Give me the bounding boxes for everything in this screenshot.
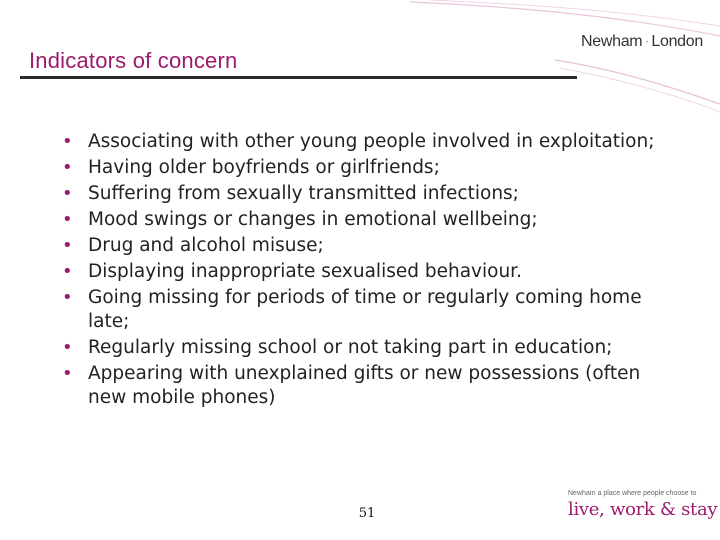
- list-item-text: Appearing with unexplained gifts or new possessions (often new mobile phones): [88, 363, 641, 408]
- bullet-icon: •: [62, 287, 73, 308]
- bullet-icon: •: [62, 131, 73, 152]
- logo-text-london: London: [651, 33, 703, 50]
- bullet-icon: •: [62, 363, 73, 384]
- list-item: [62, 234, 662, 258]
- bullet-icon: •: [62, 183, 73, 204]
- indicator-list: [62, 130, 662, 412]
- list-item-text: Going missing for periods of time or regularly coming home late;: [88, 287, 642, 332]
- title-underline: [20, 76, 577, 79]
- list-item-text: Regularly missing school or not taking part in education;: [88, 337, 613, 358]
- bullet-icon: •: [62, 235, 73, 256]
- list-item: [62, 260, 662, 284]
- list-item: [62, 130, 662, 154]
- list-item-text: Having older boyfriends or girlfriends;: [88, 157, 440, 178]
- bullet-icon: •: [62, 157, 73, 178]
- page-number: 51: [358, 506, 376, 521]
- slide-title: Indicators of concern: [29, 48, 238, 73]
- list-item: [62, 362, 662, 410]
- list-item: [62, 336, 662, 360]
- footer-tagline-logo: live, work & stay: [568, 499, 718, 520]
- list-item-text: Displaying inappropriate sexualised behaviour.: [88, 261, 522, 282]
- newham-london-logo: [581, 33, 703, 51]
- list-item-text: Associating with other young people involved in exploitation;: [88, 131, 655, 152]
- list-item: [62, 182, 662, 206]
- list-item: [62, 208, 662, 232]
- footer-tagline-small: Newham a place where people choose to: [568, 490, 697, 497]
- list-item-text: Mood swings or changes in emotional wellbeing;: [88, 209, 538, 230]
- logo-separator: ·: [644, 33, 650, 50]
- bullet-icon: •: [62, 337, 73, 358]
- list-item: [62, 156, 662, 180]
- bullet-icon: •: [62, 209, 73, 230]
- logo-text-newham: Newham: [581, 33, 643, 50]
- list-item: [62, 286, 662, 334]
- list-item-text: Suffering from sexually transmitted infections;: [88, 183, 519, 204]
- list-item-text: Drug and alcohol misuse;: [88, 235, 324, 256]
- bullet-icon: •: [62, 261, 73, 282]
